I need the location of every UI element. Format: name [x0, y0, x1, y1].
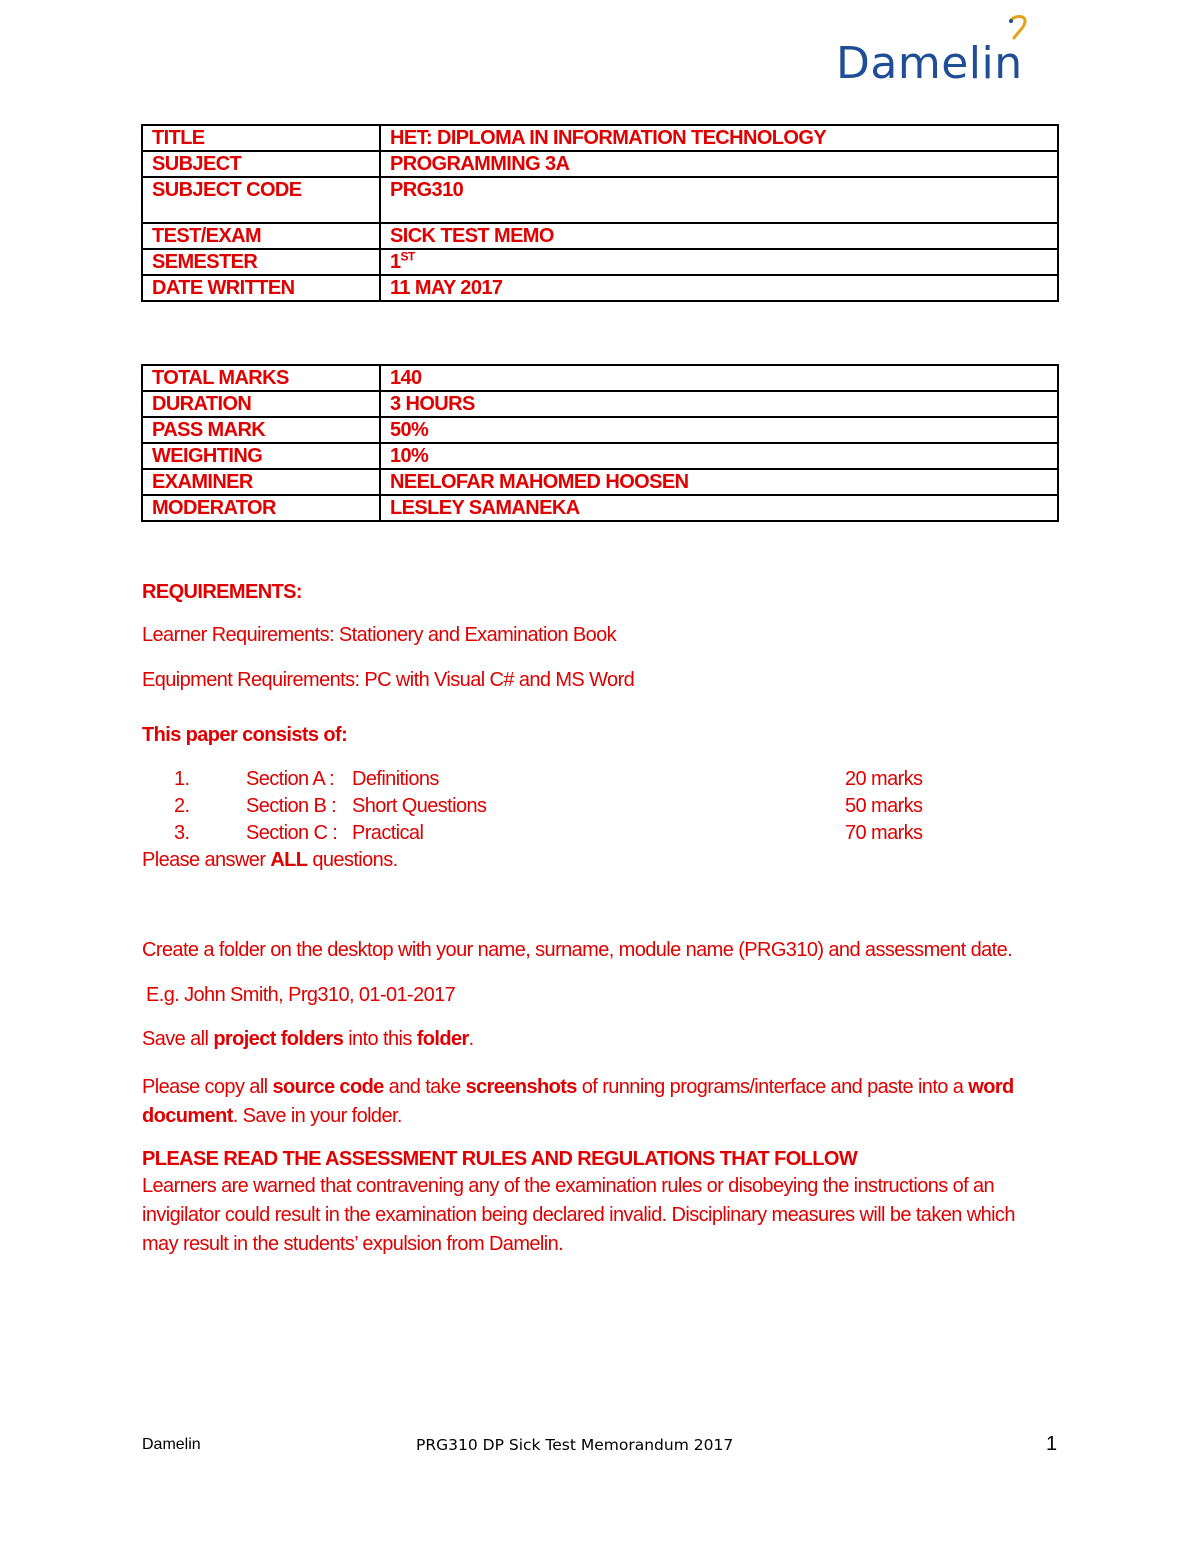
copy-instruction — [142, 1073, 1052, 1131]
row-value: 140 — [380, 365, 1058, 391]
table-row — [142, 249, 1058, 275]
table-row — [142, 469, 1058, 495]
row-label: TEST/EXAM — [142, 223, 380, 249]
row-value: PROGRAMMING 3A — [380, 151, 1058, 177]
row-label: TITLE — [142, 125, 380, 151]
row-value: 10% — [380, 443, 1058, 469]
assessment-info-table — [141, 364, 1059, 522]
table-row — [142, 443, 1058, 469]
equipment-requirements: Equipment Requirements: PC with Visual C# and MS Word — [142, 669, 635, 691]
item-marks: 70 marks — [845, 822, 923, 844]
damelin-logo — [836, 14, 1066, 94]
copy-text: Please copy all — [142, 1076, 273, 1098]
item-topic: Definitions — [352, 768, 439, 790]
item-marks: 50 marks — [845, 795, 923, 817]
table-row — [142, 391, 1058, 417]
copy-bold: source code — [272, 1076, 384, 1098]
table-row — [142, 275, 1058, 301]
copy-bold: word — [968, 1076, 1014, 1098]
row-value: 3 HOURS — [380, 391, 1058, 417]
answer-text-end: questions. — [307, 849, 398, 871]
row-label: MODERATOR — [142, 495, 380, 521]
row-value: LESLEY SAMANEKA — [380, 495, 1058, 521]
item-marks: 20 marks — [845, 768, 923, 790]
page-number: 1 — [1046, 1433, 1058, 1455]
item-number: 2. — [174, 795, 190, 817]
save-bold: folder — [416, 1028, 469, 1050]
item-section: Section A : — [246, 768, 334, 790]
footer-left: Damelin — [142, 1436, 201, 1453]
course-info-table — [141, 124, 1059, 302]
table-row — [142, 125, 1058, 151]
table-row — [142, 151, 1058, 177]
list-item — [142, 768, 942, 795]
copy-text: and take — [383, 1076, 466, 1098]
logo-swirl-icon — [1008, 14, 1030, 40]
copy-text: of running programs/interface and paste into a — [576, 1076, 969, 1098]
item-section: Section B : — [246, 795, 337, 817]
rules-line: invigilator could result in the examination being declared invalid. Disciplinary measures will be taken which — [142, 1204, 1015, 1226]
row-label: SEMESTER — [142, 249, 380, 275]
save-bold: project folders — [213, 1028, 344, 1050]
row-value: 11 MAY 2017 — [380, 275, 1058, 301]
row-label: TOTAL MARKS — [142, 365, 380, 391]
row-label: SUBJECT CODE — [142, 177, 380, 223]
answer-text: Please answer — [142, 849, 271, 871]
list-item — [142, 795, 942, 822]
row-label: EXAMINER — [142, 469, 380, 495]
save-text: . — [468, 1028, 474, 1050]
item-topic: Practical — [352, 822, 424, 844]
copy-bold: document — [142, 1105, 233, 1127]
copy-text: . Save in your folder. — [232, 1105, 402, 1127]
list-item — [142, 822, 942, 849]
save-instruction — [142, 1028, 474, 1051]
row-label: DURATION — [142, 391, 380, 417]
rules-line: Learners are warned that contravening any of the examination rules or disobeying the instructions of an — [142, 1175, 995, 1197]
table-row — [142, 223, 1058, 249]
row-value: PRG310 — [380, 177, 1058, 223]
folder-instruction: Create a folder on the desktop with your name, surname, module name (PRG310) and assessment date. — [142, 939, 1013, 961]
folder-example: E.g. John Smith, Prg310, 01-01-2017 — [146, 984, 456, 1006]
item-section: Section C : — [246, 822, 338, 844]
item-number: 3. — [174, 822, 190, 844]
rules-line: may result in the students’ expulsion from Damelin. — [142, 1233, 564, 1255]
table-row — [142, 177, 1058, 223]
save-text: into this — [343, 1028, 417, 1050]
rules-heading: PLEASE READ THE ASSESSMENT RULES AND REGULATIONS THAT FOLLOW — [142, 1148, 858, 1170]
footer-title: PRG310 DP Sick Test Memorandum 2017 — [416, 1436, 734, 1454]
row-label: PASS MARK — [142, 417, 380, 443]
save-text: Save all — [142, 1028, 214, 1050]
logo-text: Damelin — [836, 38, 1023, 89]
row-label: DATE WRITTEN — [142, 275, 380, 301]
row-label: WEIGHTING — [142, 443, 380, 469]
item-topic: Short Questions — [352, 795, 487, 817]
table-row — [142, 365, 1058, 391]
row-value — [380, 249, 1058, 275]
semester-number: 1 — [390, 251, 401, 273]
copy-bold: screenshots — [465, 1076, 577, 1098]
answer-bold: ALL — [270, 849, 308, 871]
row-value: HET: DIPLOMA IN INFORMATION TECHNOLOGY — [380, 125, 1058, 151]
row-value: 50% — [380, 417, 1058, 443]
requirements-heading: REQUIREMENTS: — [142, 581, 302, 603]
table-row — [142, 417, 1058, 443]
semester-suffix: ST — [400, 249, 415, 264]
table-row — [142, 495, 1058, 521]
row-value: NEELOFAR MAHOMED HOOSEN — [380, 469, 1058, 495]
row-label: SUBJECT — [142, 151, 380, 177]
row-value: SICK TEST MEMO — [380, 223, 1058, 249]
learner-requirements: Learner Requirements: Stationery and Examination Book — [142, 624, 617, 646]
answer-all-note — [142, 849, 398, 872]
item-number: 1. — [174, 768, 190, 790]
paper-heading: This paper consists of: — [142, 724, 348, 746]
